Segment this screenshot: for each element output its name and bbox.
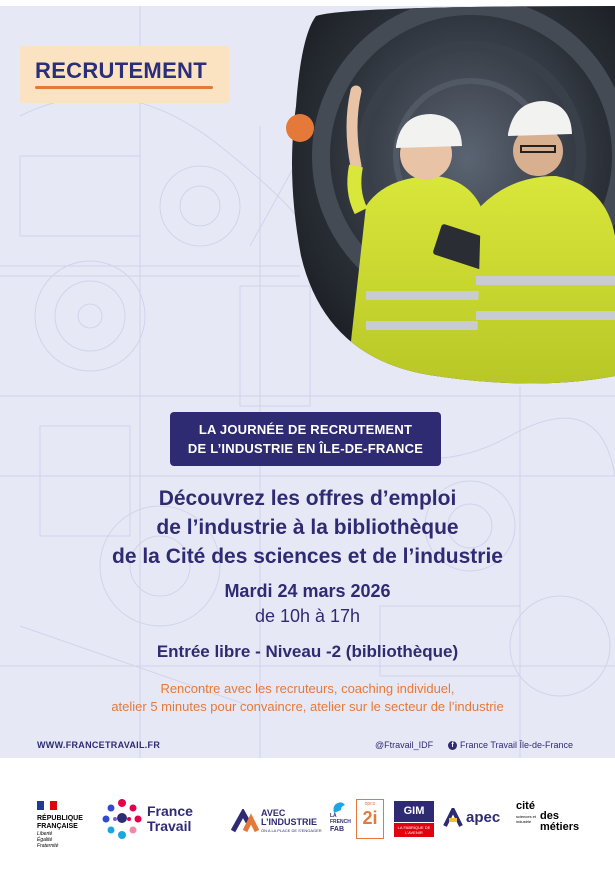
marianne-icon bbox=[37, 801, 57, 810]
cite-line-2: des bbox=[540, 810, 559, 822]
france-travail-logo bbox=[101, 797, 201, 841]
france-travail-line-2: Travail bbox=[147, 818, 192, 834]
apec-label: apec bbox=[466, 809, 501, 826]
headline bbox=[0, 484, 615, 571]
republique-motto-1: Liberté bbox=[37, 831, 53, 837]
french-fab-line-3: FAB bbox=[330, 826, 344, 833]
poster bbox=[0, 6, 615, 758]
facebook-link[interactable] bbox=[448, 740, 573, 750]
republique-motto-2: Égalité bbox=[37, 837, 53, 843]
french-fab-logo bbox=[330, 801, 352, 839]
apec-icon bbox=[443, 808, 463, 828]
republique-line-1: RÉPUBLIQUE bbox=[37, 815, 83, 822]
avec-l-industrie-logo bbox=[231, 807, 326, 837]
french-fab-line-1: LA bbox=[330, 813, 337, 819]
orange-dot-decoration bbox=[286, 114, 314, 142]
republique-line-2: FRANÇAISE bbox=[37, 823, 78, 830]
headline-line-2: de l’industrie à la bibliothèque bbox=[156, 516, 459, 539]
cite-sub: sciences et industrie bbox=[516, 814, 537, 824]
headline-line-1: Découvrez les offres d’emploi bbox=[158, 487, 457, 510]
french-fab-line-2: FRENCH bbox=[330, 819, 351, 825]
cite-line-3: métiers bbox=[540, 821, 580, 833]
avec-l-industrie-icon bbox=[231, 809, 259, 833]
france-travail-dots-icon bbox=[101, 797, 143, 841]
apec-logo bbox=[443, 806, 509, 832]
event-date: Mardi 24 mars 2026 bbox=[224, 581, 391, 601]
facebook-label: France Travail Île-de-France bbox=[460, 740, 574, 750]
opco-2i-label: 2i bbox=[362, 808, 378, 828]
recruitment-label: RECRUTEMENT bbox=[35, 58, 207, 83]
avec-sub: ON A LA PLACE DE S’ENGAGER bbox=[261, 828, 322, 833]
details-line-2: atelier 5 minutes pour convaincre, atelier sur le secteur de l’industrie bbox=[111, 699, 504, 714]
partner-logos bbox=[0, 770, 615, 880]
event-banner bbox=[170, 412, 441, 466]
headline-line-3: de la Cité des sciences et de l’industrie bbox=[112, 545, 503, 568]
event-hours: de 10h à 17h bbox=[254, 606, 361, 626]
facebook-icon: f bbox=[448, 741, 457, 750]
opco-label: opco bbox=[364, 801, 376, 807]
website-link[interactable]: WWW.FRANCETRAVAIL.FR bbox=[37, 740, 161, 750]
avec-line-2: L’INDUSTRIE bbox=[261, 817, 318, 827]
recruitment-underline bbox=[35, 86, 213, 89]
republique-motto-3: Fraternité bbox=[37, 843, 59, 849]
gim-logo bbox=[394, 801, 434, 837]
cite-line-1: cité bbox=[516, 800, 535, 812]
twitter-handle[interactable]: @Ftravail_IDF bbox=[375, 740, 434, 750]
avec-line-1: AVEC bbox=[261, 808, 286, 818]
cite-des-metiers-logo bbox=[516, 801, 594, 841]
event-entry: Entrée libre - Niveau -2 (bibliothèque) bbox=[156, 642, 459, 661]
workers-photo bbox=[286, 6, 615, 386]
gim-label: GIM bbox=[394, 801, 434, 822]
gim-sub: LA FABRIQUE DE L’AVENIR bbox=[394, 823, 434, 837]
opco-2i-logo bbox=[356, 799, 384, 839]
recruitment-tag bbox=[20, 46, 229, 103]
rooster-icon bbox=[332, 801, 346, 813]
details-line-1: Rencontre avec les recruteurs, coaching individuel, bbox=[160, 681, 455, 696]
event-details bbox=[0, 680, 615, 716]
france-travail-line-1: France bbox=[147, 803, 193, 819]
banner-line-1: LA JOURNÉE DE RECRUTEMENT bbox=[198, 422, 413, 437]
republique-francaise-logo bbox=[37, 797, 97, 849]
banner-line-2: DE L’INDUSTRIE EN ÎLE-DE-FRANCE bbox=[187, 441, 424, 456]
